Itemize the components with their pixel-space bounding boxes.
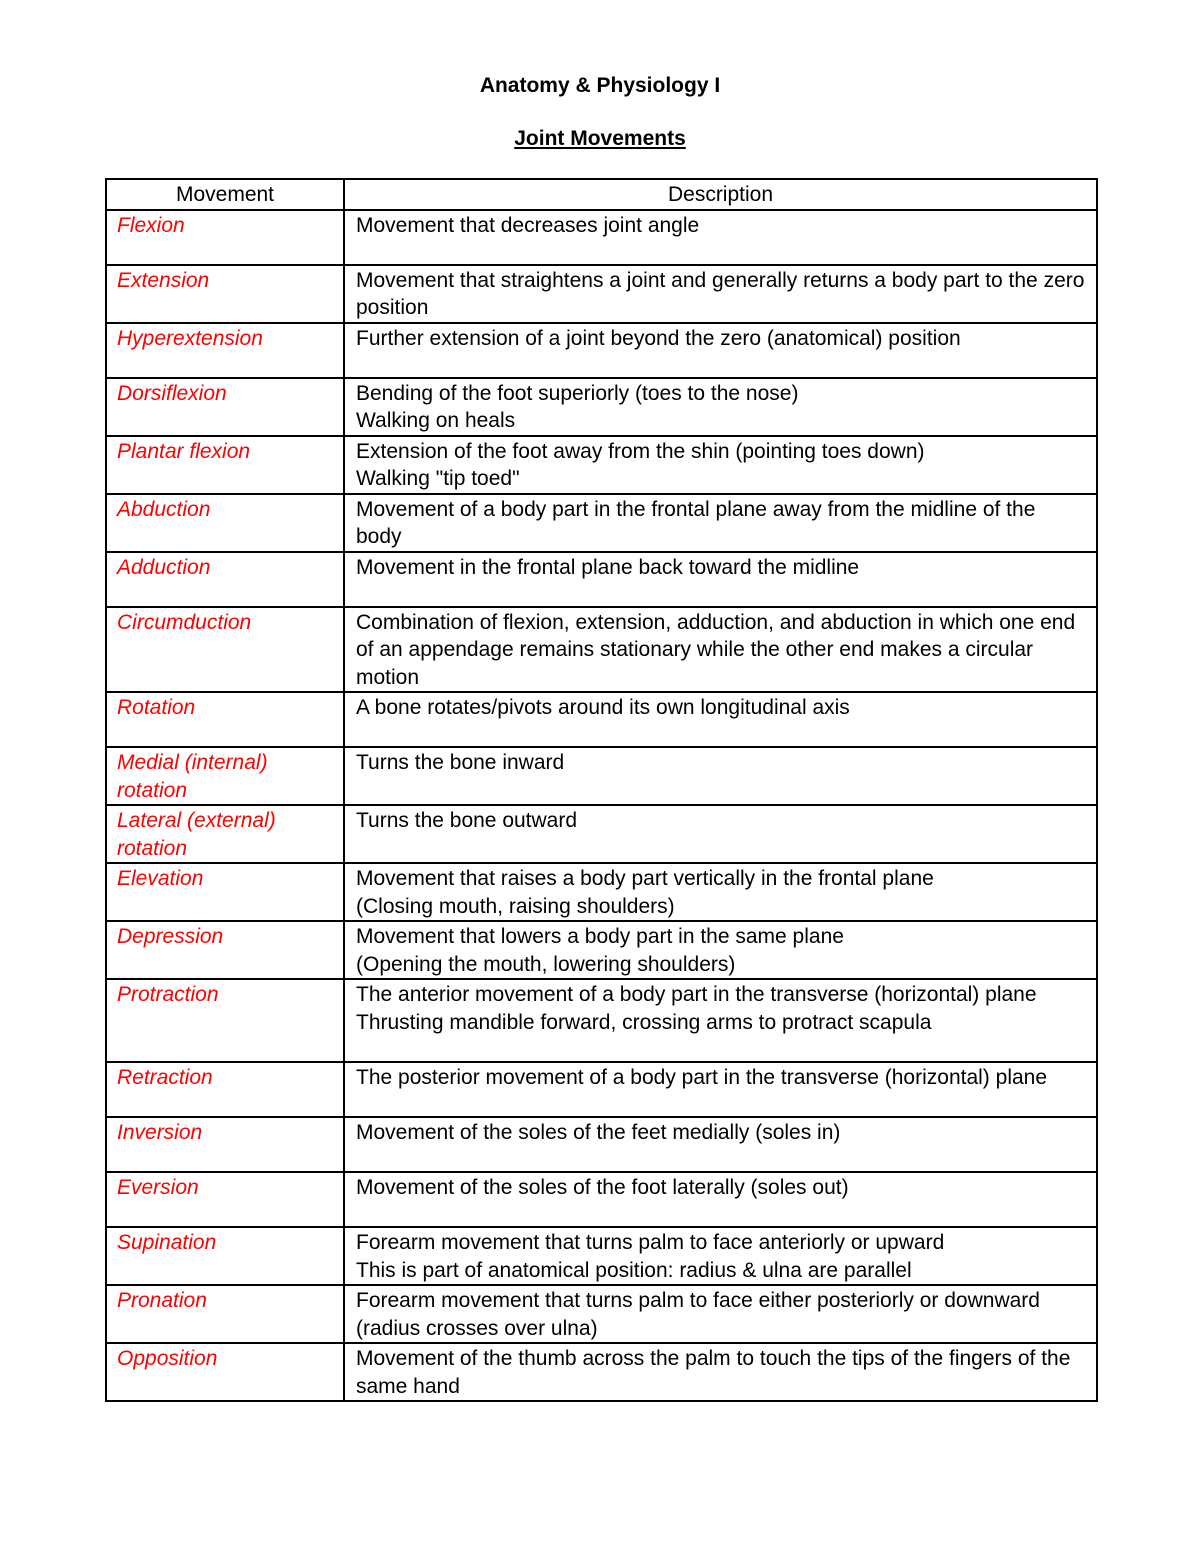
table-row bbox=[106, 1062, 1097, 1117]
movement-term: Pronation bbox=[106, 1285, 344, 1343]
table-row bbox=[106, 323, 1097, 378]
movement-term: Plantar flexion bbox=[106, 436, 344, 494]
table-row bbox=[106, 1227, 1097, 1285]
movement-description bbox=[344, 494, 1097, 552]
movement-term: Medial (internal) rotation bbox=[106, 747, 344, 805]
table-row bbox=[106, 863, 1097, 921]
movement-description bbox=[344, 805, 1097, 863]
movement-description bbox=[344, 979, 1097, 1062]
movement-description bbox=[344, 265, 1097, 323]
movement-description bbox=[344, 607, 1097, 693]
description-line: Combination of flexion, extension, adduction, and abduction in which one end of an appendage remains stationary while the other end makes a circular motion bbox=[356, 610, 1076, 689]
table-header-row bbox=[106, 179, 1097, 210]
description-line: Forearm movement that turns palm to face anteriorly or upward bbox=[356, 1231, 945, 1254]
movement-term: Circumduction bbox=[106, 607, 344, 693]
movement-term: Rotation bbox=[106, 692, 344, 747]
description-line: Movement that straightens a joint and generally returns a body part to the zero position bbox=[356, 268, 1085, 319]
description-line: The posterior movement of a body part in the transverse (horizontal) plane bbox=[356, 1066, 1048, 1089]
table-row bbox=[106, 979, 1097, 1062]
movement-description bbox=[344, 921, 1097, 979]
movement-description bbox=[344, 1117, 1097, 1172]
table-row bbox=[106, 265, 1097, 323]
description-line: This is part of anatomical position: radius & ulna are parallel bbox=[356, 1258, 912, 1282]
movement-term: Flexion bbox=[106, 210, 344, 265]
description-line: Thrusting mandible forward, crossing arms to protract scapula bbox=[356, 1010, 932, 1034]
movement-term: Opposition bbox=[106, 1343, 344, 1401]
description-line: Movement that decreases joint angle bbox=[356, 213, 700, 237]
movement-description bbox=[344, 378, 1097, 436]
description-line: Further extension of a joint beyond the zero (anatomical) position bbox=[356, 326, 961, 350]
description-line: Movement that lowers a body part in the same plane bbox=[356, 925, 844, 948]
movement-description bbox=[344, 1285, 1097, 1343]
table-body bbox=[106, 210, 1097, 1402]
movement-term: Dorsiflexion bbox=[106, 378, 344, 436]
movement-description bbox=[344, 1172, 1097, 1227]
table-row bbox=[106, 607, 1097, 693]
description-line: Movement that raises a body part vertically in the frontal plane bbox=[356, 867, 934, 890]
joint-movements-table bbox=[105, 178, 1098, 1402]
movement-description bbox=[344, 692, 1097, 747]
column-header-description: Description bbox=[344, 179, 1097, 210]
movement-description bbox=[344, 323, 1097, 378]
movement-term: Retraction bbox=[106, 1062, 344, 1117]
description-line: Walking on heals bbox=[356, 409, 516, 432]
description-line: Movement of a body part in the frontal plane away from the midline of the body bbox=[356, 497, 1036, 548]
movement-description bbox=[344, 436, 1097, 494]
document-title: Anatomy & Physiology I bbox=[479, 74, 721, 97]
movement-term: Eversion bbox=[106, 1172, 344, 1227]
description-line: (Closing mouth, raising shoulders) bbox=[356, 894, 675, 918]
movement-term: Adduction bbox=[106, 552, 344, 607]
movement-description bbox=[344, 552, 1097, 607]
movement-term: Protraction bbox=[106, 979, 344, 1062]
table-row bbox=[106, 921, 1097, 979]
document-subtitle: Joint Movements bbox=[514, 127, 686, 150]
movement-term: Elevation bbox=[106, 863, 344, 921]
movement-description bbox=[344, 747, 1097, 805]
table-row bbox=[106, 210, 1097, 265]
table-row bbox=[106, 1343, 1097, 1401]
movement-term: Supination bbox=[106, 1227, 344, 1285]
table-row bbox=[106, 747, 1097, 805]
movement-description bbox=[344, 863, 1097, 921]
description-line: Movement of the soles of the foot laterally (soles out) bbox=[356, 1176, 849, 1199]
table-row bbox=[106, 1285, 1097, 1343]
description-line: Movement in the frontal plane back toward the midline bbox=[356, 555, 860, 579]
table-row bbox=[106, 378, 1097, 436]
table-row bbox=[106, 552, 1097, 607]
movement-description bbox=[344, 1062, 1097, 1117]
description-line: Extension of the foot away from the shin (pointing toes down) bbox=[356, 439, 925, 463]
movement-term: Depression bbox=[106, 921, 344, 979]
table-row bbox=[106, 436, 1097, 494]
table-row bbox=[106, 1117, 1097, 1172]
description-line: Movement of the soles of the feet medially (soles in) bbox=[356, 1121, 841, 1144]
description-line: Bending of the foot superiorly (toes to the nose) bbox=[356, 381, 799, 405]
description-line: (Opening the mouth, lowering shoulders) bbox=[356, 952, 736, 976]
movement-description bbox=[344, 210, 1097, 265]
movement-description bbox=[344, 1343, 1097, 1401]
description-line: A bone rotates/pivots around its own longitudinal axis bbox=[356, 696, 850, 719]
movement-term: Inversion bbox=[106, 1117, 344, 1172]
column-header-movement: Movement bbox=[106, 179, 344, 210]
table-row bbox=[106, 805, 1097, 863]
movement-term: Hyperextension bbox=[106, 323, 344, 378]
description-line: Walking "tip toed" bbox=[356, 467, 520, 490]
description-line: Forearm movement that turns palm to face either posteriorly or downward (radius crosses over ulna) bbox=[356, 1289, 1040, 1340]
movement-term: Lateral (external) rotation bbox=[106, 805, 344, 863]
movement-description bbox=[344, 1227, 1097, 1285]
description-line: Turns the bone outward bbox=[356, 809, 578, 832]
table-row bbox=[106, 692, 1097, 747]
table-row bbox=[106, 1172, 1097, 1227]
movement-term: Abduction bbox=[106, 494, 344, 552]
description-line: Movement of the thumb across the palm to touch the tips of the fingers of the same hand bbox=[356, 1347, 1071, 1398]
description-line: Turns the bone inward bbox=[356, 751, 565, 774]
table-row bbox=[106, 494, 1097, 552]
movement-term: Extension bbox=[106, 265, 344, 323]
description-line: The anterior movement of a body part in the transverse (horizontal) plane bbox=[356, 983, 1037, 1006]
